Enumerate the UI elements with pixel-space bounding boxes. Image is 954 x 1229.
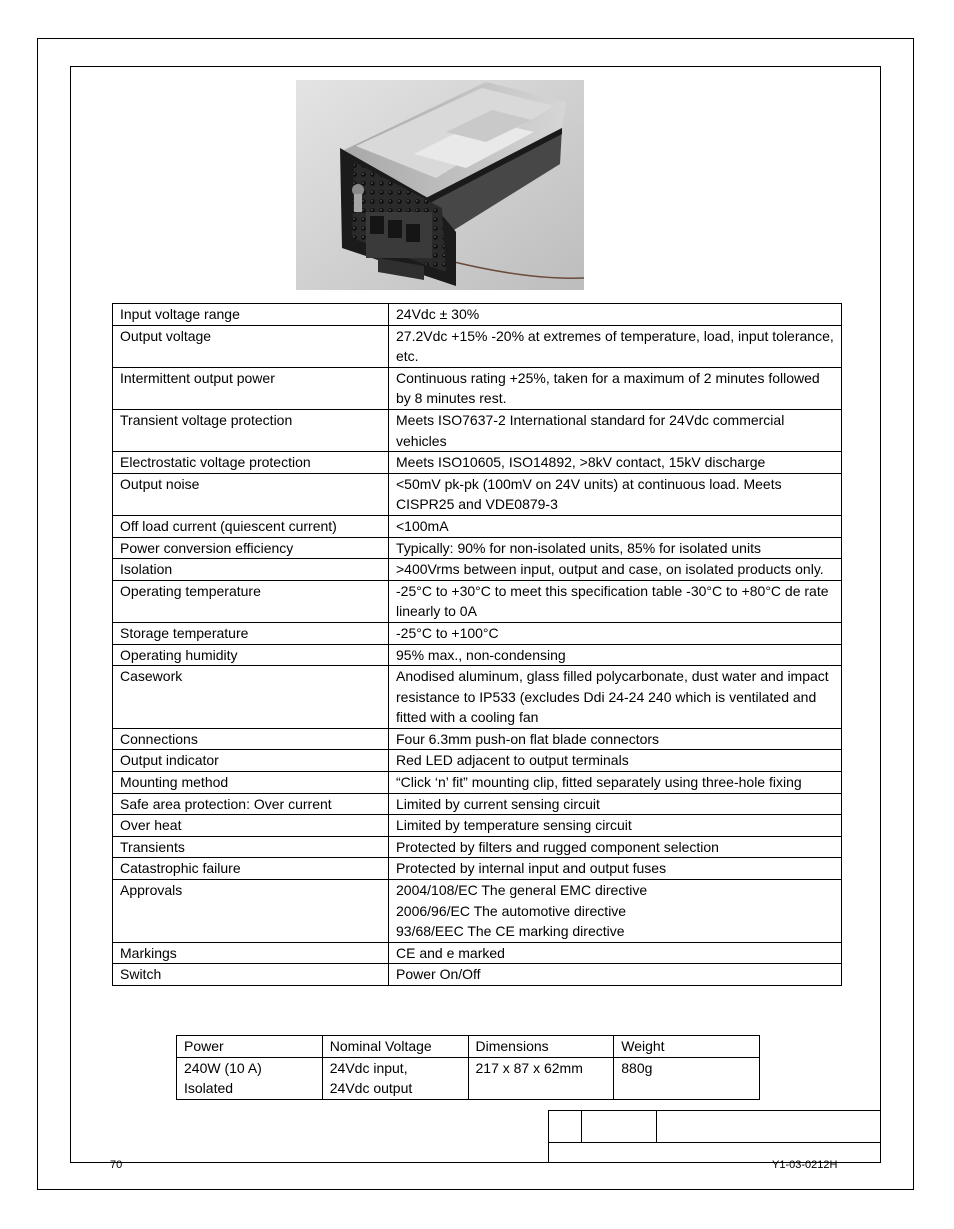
spec-label: Over heat xyxy=(113,815,389,837)
spec-value: CE and e marked xyxy=(389,942,842,964)
spec-row xyxy=(113,409,842,451)
page-number: 70 xyxy=(110,1159,123,1171)
spec-label: Transient voltage protection xyxy=(113,409,389,451)
spec-label: Input voltage range xyxy=(113,304,389,326)
spec-value: <100mA xyxy=(389,515,842,537)
summary-header-weight: Weight xyxy=(614,1036,760,1058)
spec-row xyxy=(113,537,842,559)
spec-label: Connections xyxy=(113,728,389,750)
spec-label: Casework xyxy=(113,666,389,729)
summary-voltage-value: 24Vdc input, 24Vdc output xyxy=(322,1057,468,1099)
spec-value: -25°C to +100°C xyxy=(389,622,842,644)
spec-label: Storage temperature xyxy=(113,622,389,644)
spec-label: Switch xyxy=(113,964,389,986)
product-photo xyxy=(296,80,584,290)
document-code: Y1-03-0212H xyxy=(772,1159,838,1171)
spec-row xyxy=(113,815,842,837)
title-block-divider-row xyxy=(548,1142,881,1143)
spec-row xyxy=(113,452,842,474)
summary-header-power: Power xyxy=(177,1036,323,1058)
spec-value: Anodised aluminum, glass filled polycarbonate, dust water and impact resistance to IP533 (excludes Ddi 24-24 240 which is ventilated and fitted with a cooling fan xyxy=(389,666,842,729)
spec-value: 2004/108/EC The general EMC directive 2006/96/EC The automotive directive 93/68/EEC The CE marking directive xyxy=(389,880,842,943)
spec-value: Protected by filters and rugged component selection xyxy=(389,836,842,858)
spec-label: Operating temperature xyxy=(113,580,389,622)
spec-value: Four 6.3mm push-on flat blade connectors xyxy=(389,728,842,750)
spec-label: Output indicator xyxy=(113,750,389,772)
spec-label: Output voltage xyxy=(113,325,389,367)
spec-label: Transients xyxy=(113,836,389,858)
spec-value: Meets ISO10605, ISO14892, >8kV contact, 15kV discharge xyxy=(389,452,842,474)
spec-label: Power conversion efficiency xyxy=(113,537,389,559)
spec-label: Isolation xyxy=(113,559,389,581)
spec-label: Markings xyxy=(113,942,389,964)
spec-row xyxy=(113,559,842,581)
spec-value: -25°C to +30°C to meet this specification table -30°C to +80°C de rate linearly to 0A xyxy=(389,580,842,622)
product-summary-table xyxy=(176,1035,760,1100)
spec-value: Continuous rating +25%, taken for a maximum of 2 minutes followed by 8 minutes rest. xyxy=(389,367,842,409)
spec-value: Power On/Off xyxy=(389,964,842,986)
summary-power-value: 240W (10 A) Isolated xyxy=(177,1057,323,1099)
spec-value: Limited by temperature sensing circuit xyxy=(389,815,842,837)
spec-row xyxy=(113,880,842,943)
spec-row xyxy=(113,515,842,537)
spec-row xyxy=(113,750,842,772)
spec-value: 27.2Vdc +15% -20% at extremes of temperature, load, input tolerance, etc. xyxy=(389,325,842,367)
spec-row xyxy=(113,793,842,815)
spec-row xyxy=(113,622,842,644)
spec-value: 95% max., non-condensing xyxy=(389,644,842,666)
summary-header-nominal-voltage: Nominal Voltage xyxy=(322,1036,468,1058)
spec-row xyxy=(113,942,842,964)
spec-label: Approvals xyxy=(113,880,389,943)
spec-row xyxy=(113,325,842,367)
title-block-outline xyxy=(548,1110,881,1163)
spec-label: Off load current (quiescent current) xyxy=(113,515,389,537)
spec-label: Catastrophic failure xyxy=(113,858,389,880)
spec-label: Mounting method xyxy=(113,772,389,794)
spec-row xyxy=(113,772,842,794)
summary-weight-value: 880g xyxy=(614,1057,760,1099)
spec-row xyxy=(113,580,842,622)
spec-value: Red LED adjacent to output terminals xyxy=(389,750,842,772)
spec-value: <50mV pk-pk (100mV on 24V units) at continuous load. Meets CISPR25 and VDE0879-3 xyxy=(389,473,842,515)
title-block-cell-divider-2 xyxy=(656,1110,657,1143)
spec-label: Intermittent output power xyxy=(113,367,389,409)
spec-value: Limited by current sensing circuit xyxy=(389,793,842,815)
specification-table xyxy=(112,303,842,986)
spec-value: 24Vdc ± 30% xyxy=(389,304,842,326)
spec-value: Protected by internal input and output fuses xyxy=(389,858,842,880)
spec-label: Operating humidity xyxy=(113,644,389,666)
spec-label: Output noise xyxy=(113,473,389,515)
spec-row xyxy=(113,836,842,858)
spec-row xyxy=(113,964,842,986)
summary-header-row xyxy=(177,1036,760,1058)
summary-dimensions-value: 217 x 87 x 62mm xyxy=(468,1057,614,1099)
title-block-cell-divider-1 xyxy=(581,1110,582,1143)
spec-value: “Click ‘n’ fit” mounting clip, fitted separately using three-hole fixing xyxy=(389,772,842,794)
spec-row xyxy=(113,858,842,880)
spec-value: Meets ISO7637-2 International standard for 24Vdc commercial vehicles xyxy=(389,409,842,451)
spec-value: >400Vrms between input, output and case, on isolated products only. xyxy=(389,559,842,581)
spec-row xyxy=(113,728,842,750)
spec-row xyxy=(113,666,842,729)
spec-row xyxy=(113,367,842,409)
spec-row xyxy=(113,644,842,666)
spec-label: Safe area protection: Over current xyxy=(113,793,389,815)
summary-header-dimensions: Dimensions xyxy=(468,1036,614,1058)
product-photo-graphic xyxy=(296,80,584,290)
spec-value: Typically: 90% for non-isolated units, 85% for isolated units xyxy=(389,537,842,559)
spec-row xyxy=(113,304,842,326)
spec-row xyxy=(113,473,842,515)
spec-label: Electrostatic voltage protection xyxy=(113,452,389,474)
summary-data-row xyxy=(177,1057,760,1099)
